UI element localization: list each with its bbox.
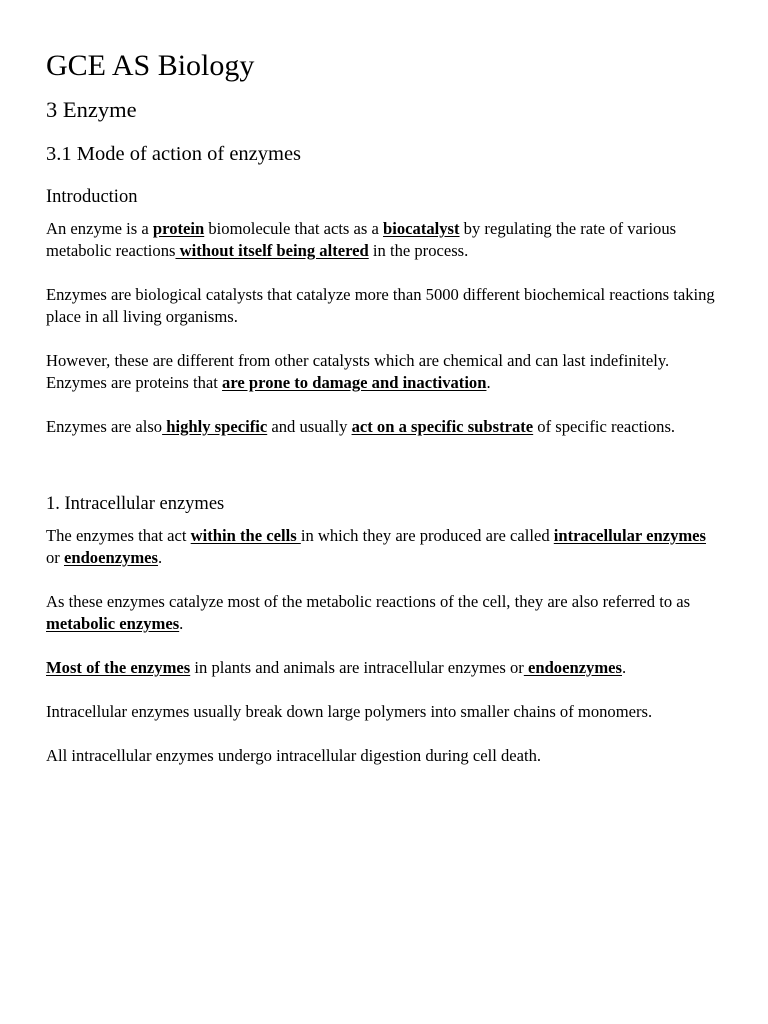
intro-p1-emphasis-protein: protein [152,219,205,238]
intro-paragraph-1 [46,218,718,262]
intracellular-paragraph-5: All intracellular enzymes undergo intracellular digestion during cell death. [46,746,542,765]
ic-p3-emphasis-endoenzymes: endoenzymes [523,658,622,677]
introduction-heading: Introduction [46,187,138,207]
intro-p4-text-3: of specific reactions. [533,417,676,436]
ic-p1-text-4: . [158,548,163,567]
intracellular-paragraph-2 [46,591,718,635]
intro-p1-text-4: in the process. [368,241,469,260]
intro-p3-text-2: . [486,373,491,392]
document-title: GCE AS Biology [46,49,255,82]
intro-paragraph-2: Enzymes are biological catalysts that catalyze more than 5000 different biochemical reactions taking place in all living organisms. [46,285,715,326]
intro-p3-emphasis-damage: are prone to damage and inactivation [222,373,487,392]
intro-p3-text-1: However, these are different from other catalysts which are chemical and can last indefinitely. Enzymes are proteins that [46,351,670,392]
intro-paragraph-4 [46,416,718,438]
ic-p3-text-1: in plants and animals are intracellular enzymes or [190,658,524,677]
ic-p1-text-1: The enzymes that act [46,526,191,545]
intro-p1-text-1: An enzyme is a [46,219,153,238]
ic-p1-text-3: or [46,548,64,567]
intro-p4-text-1: Enzymes are also [46,417,163,436]
intracellular-paragraph-4: Intracellular enzymes usually break down large polymers into smaller chains of monomers. [46,702,653,721]
intracellular-heading: 1. Intracellular enzymes [46,494,225,514]
intro-p1-text-2: biomolecule that acts as a [204,219,384,238]
intracellular-paragraph-3 [46,657,718,679]
chapter-heading: 3 Enzyme [46,97,137,122]
ic-p3-emphasis-most: Most of the enzymes [46,658,191,677]
intro-p4-emphasis-substrate: act on a specific substrate [351,417,534,436]
intracellular-paragraph-1 [46,525,718,569]
ic-p1-emphasis-intracellular: intracellular enzymes [553,526,707,545]
ic-p2-text-2: . [179,614,184,633]
ic-p1-emphasis-within-cells: within the cells [190,526,301,545]
intro-p4-text-2: and usually [267,417,352,436]
intro-p4-emphasis-specific: highly specific [162,417,268,436]
intro-paragraph-3 [46,350,718,394]
ic-p2-emphasis-metabolic: metabolic enzymes [46,614,180,633]
intro-p1-emphasis-biocatalyst: biocatalyst [383,219,460,238]
ic-p2-text-1: As these enzymes catalyze most of the metabolic reactions of the cell, they are also referred to as [46,592,691,611]
ic-p1-text-2: in which they are produced are called [300,526,554,545]
section-heading: 3.1 Mode of action of enzymes [46,143,302,165]
ic-p3-text-2: . [622,658,627,677]
intro-p1-text-3: by regulating the rate of various metabolic reactions [46,219,677,260]
ic-p1-emphasis-endoenzymes: endoenzymes [63,548,159,567]
intro-p1-emphasis-unaltered: without itself being altered [175,241,369,260]
